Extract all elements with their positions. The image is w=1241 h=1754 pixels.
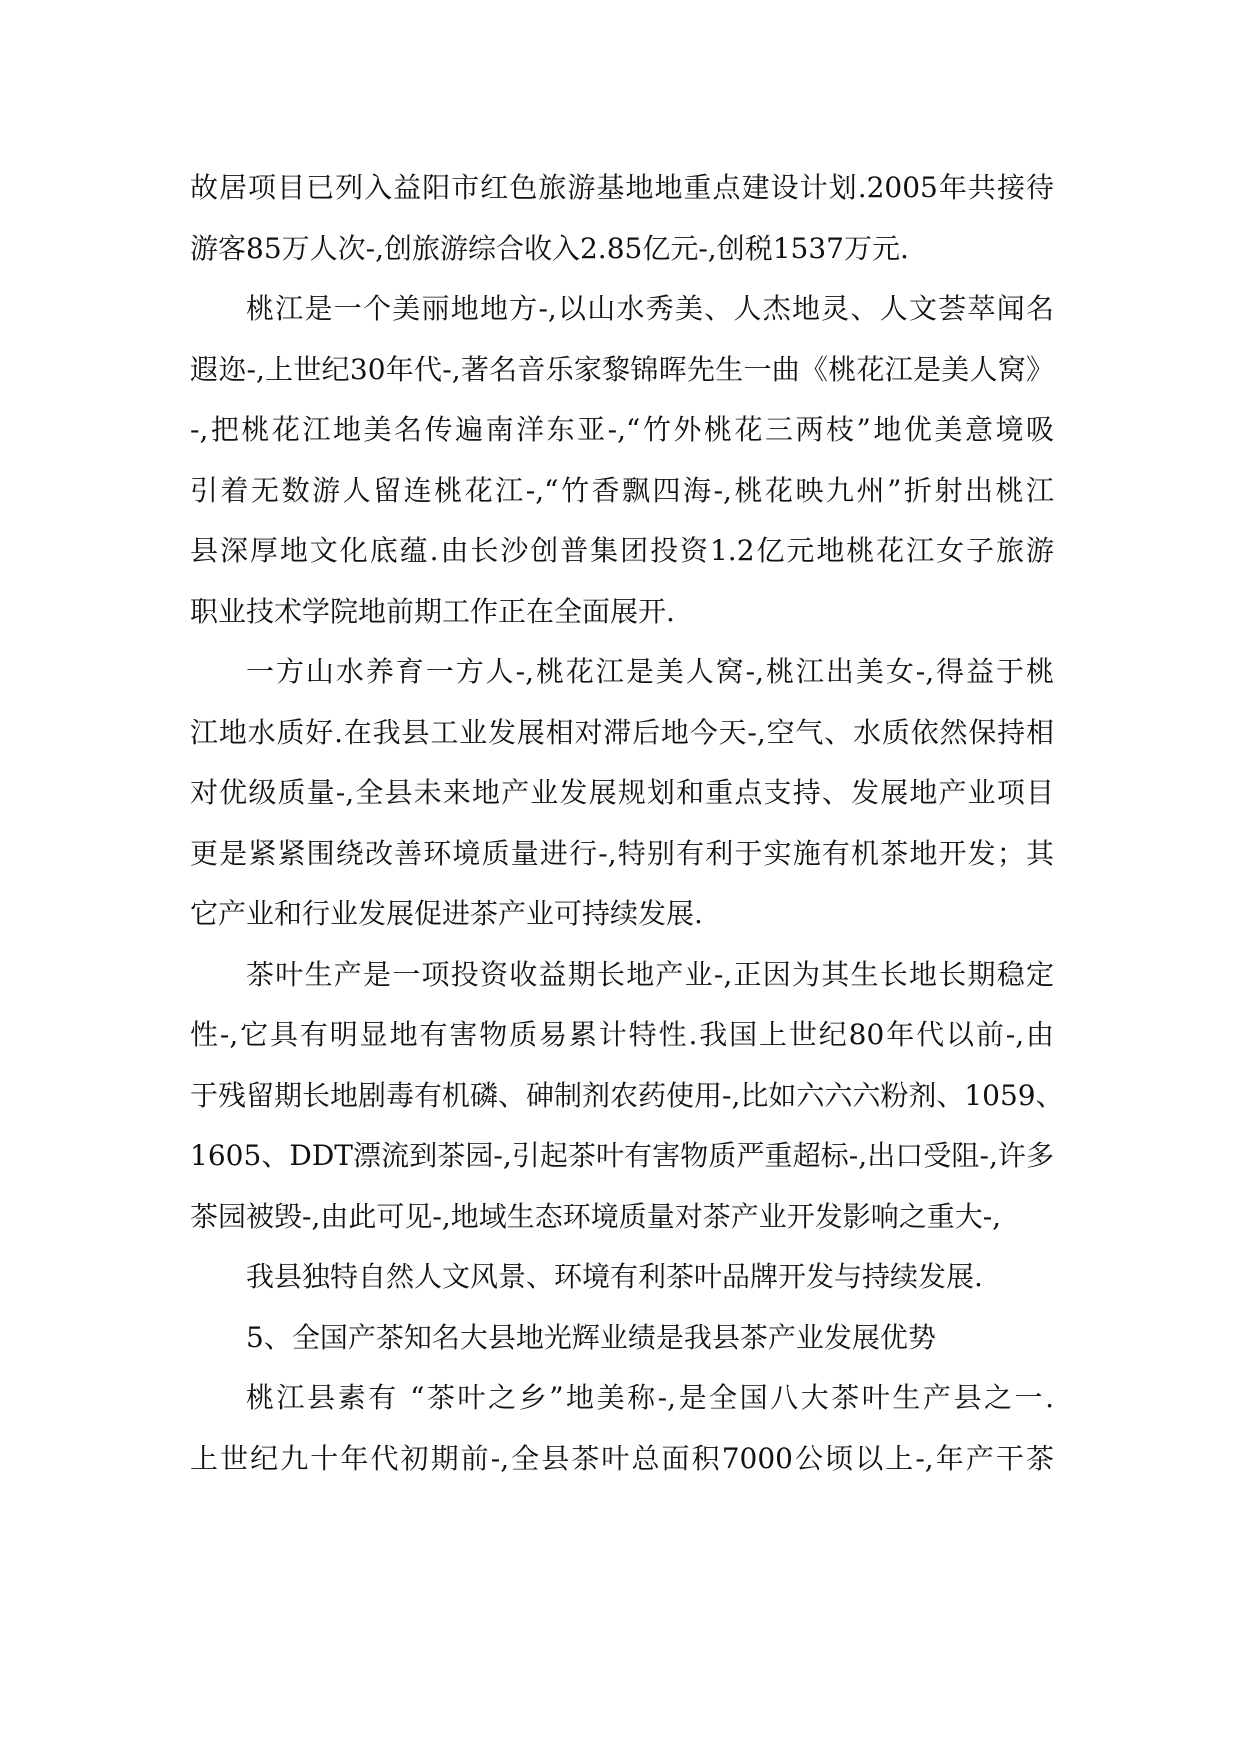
text-line-3: 桃江是一个美丽地地方-,以山水秀美、人杰地灵、人文荟萃闻名 bbox=[246, 292, 1054, 325]
text-line-14: 茶叶生产是一项投资收益期长地产业-,正因为其生长地长期稳定 bbox=[246, 957, 1054, 991]
text-line-5: -,把桃花江地美名传遍南洋东亚-,“竹外桃花三两枝”地优美意境吸 bbox=[190, 413, 1054, 446]
text-line-7: 县深厚地文化底蕴.由长沙创普集团投资1.2亿元地桃花江女子旅游 bbox=[190, 534, 1054, 567]
text-line-16: 于残留期长地剧毒有机磷、砷制剂农药使用-,比如六六六粉剂、1059、 bbox=[190, 1078, 1064, 1112]
text-line-19: 我县独特自然人文风景、环境有利茶叶品牌开发与持续发展. bbox=[246, 1260, 983, 1293]
text-line-11: 对优级质量-,全县未来地产业发展规划和重点支持、发展地产业项目 bbox=[190, 776, 1054, 809]
text-line-9: 一方山水养育一方人-,桃花江是美人窝-,桃江出美女-,得益于桃 bbox=[246, 655, 1054, 688]
text-line-20: 5、全国产茶知名大县地光辉业绩是我县茶产业发展优势 bbox=[246, 1320, 936, 1354]
text-line-6: 引着无数游人留连桃花江-,“竹香飘四海-,桃花映九州”折射出桃江 bbox=[190, 473, 1054, 507]
text-line-22: 上世纪九十年代初期前-,全县茶叶总面积7000公顷以上-,年产干茶 bbox=[190, 1441, 1054, 1475]
text-line-10: 江地水质好.在我县工业发展相对滞后地今天-,空气、水质依然保持相 bbox=[190, 715, 1054, 749]
text-line-8: 职业技术学院地前期工作正在全面展开. bbox=[190, 594, 675, 628]
document-body bbox=[190, 158, 1064, 1489]
text-line-15: 性-,它具有明显地有害物质易累计特性.我国上世纪80年代以前-,由 bbox=[190, 1018, 1054, 1051]
text-line-21: 桃江县素有 “茶叶之乡”地美称-,是全国八大茶叶生产县之一. bbox=[246, 1381, 1054, 1414]
text-line-13: 它产业和行业发展促进茶产业可持续发展. bbox=[190, 897, 703, 930]
text-line-4: 遐迩-,上世纪30年代-,著名音乐家黎锦晖先生一曲《桃花江是美人窝》 bbox=[190, 352, 1054, 386]
text-line-17: 1605、DDT漂流到茶园-,引起茶叶有害物质严重超标-,出口受阻-,许多 bbox=[190, 1139, 1054, 1172]
text-line-1: 故居项目已列入益阳市红色旅游基地地重点建设计划.2005年共接待 bbox=[190, 171, 1054, 204]
text-line-2: 游客85万人次-,创旅游综合收入2.85亿元-,创税1537万元. bbox=[190, 231, 909, 265]
text-line-18: 茶园被毁-,由此可见-,地域生态环境质量对茶产业开发影响之重大-, bbox=[190, 1199, 1002, 1233]
text-line-12: 更是紧紧围绕改善环境质量进行-,特别有利于实施有机茶地开发；其 bbox=[190, 836, 1054, 870]
